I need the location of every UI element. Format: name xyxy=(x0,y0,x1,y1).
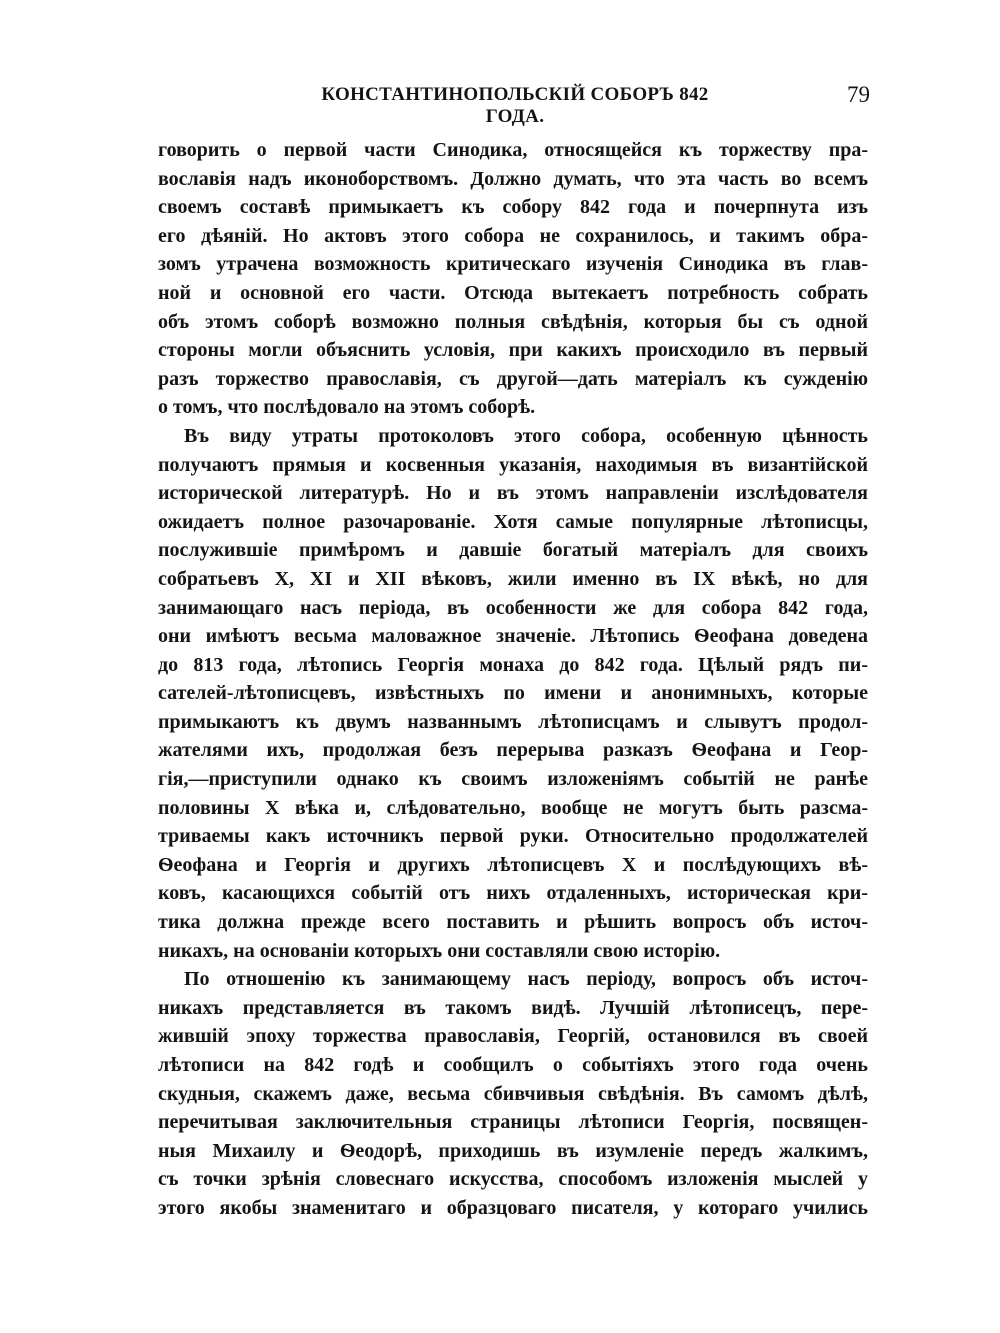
text-line: зомъ утрачена возможность критическаго изученія Синодика въ глав- xyxy=(158,253,868,276)
text-line: никахъ, на основаніи которыхъ они составляли свою исторію. xyxy=(158,939,721,962)
text-line: исторической литературѣ. Но и въ этомъ направленіи изслѣдователя xyxy=(158,482,868,505)
paragraph xyxy=(158,136,868,422)
text-line: объ этомъ соборѣ возможно полныя свѣдѣнія, которыя бы съ одной xyxy=(158,310,868,333)
text-line: ной и основной его части. Отсюда вытекаетъ потребность собрать xyxy=(158,281,868,304)
text-line: Ѳеофана и Георгія и другихъ лѣтописцевъ X и послѣдующихъ вѣ- xyxy=(158,853,868,876)
text-line: своемъ составѣ примыкаетъ къ собору 842 года и почерпнута изъ xyxy=(158,196,868,219)
text-line: жателями ихъ, продолжая безъ перерыва разказъ Ѳеофана и Геор- xyxy=(158,739,868,762)
paragraph xyxy=(158,422,868,965)
text-line: никахъ представляется въ такомъ видѣ. Лучшій лѣтописецъ, пере- xyxy=(158,996,868,1019)
page-number: 79 xyxy=(847,82,870,107)
text-line: гія,—приступили однако къ своимъ изложеніямъ событій не ранѣе xyxy=(158,768,868,791)
text-line: послужившіе примѣромъ и давшіе богатый матеріалъ для своихъ xyxy=(158,539,868,562)
text-line: его дѣяній. Но актовъ этого собора не сохранилось, и такимъ обра- xyxy=(158,224,868,247)
text-line: перечитывая заключительныя страницы лѣтописи Георгія, посвящен- xyxy=(158,1111,868,1134)
text-line: тика должна прежде всего поставить и рѣшить вопросъ объ источ- xyxy=(158,911,868,934)
text-line: примыкаютъ къ двумъ названнымъ лѣтописцамъ и слывутъ продол- xyxy=(158,710,868,733)
text-line: половины X вѣка и, слѣдовательно, вообще не могутъ быть разсма- xyxy=(158,796,868,819)
text-line: стороны могли объяснить условія, при какихъ происходило въ первый xyxy=(158,339,868,362)
text-line: собратьевъ X, XI и XII вѣковъ, жили именно въ IX вѣкѣ, но для xyxy=(158,567,868,590)
text-line: до 813 года, лѣтопись Георгія монаха до 842 года. Цѣлый рядъ пи- xyxy=(158,653,868,676)
text-line: ожидаетъ полное разочарованіе. Хотя самые популярные лѣтописцы, xyxy=(158,510,868,533)
text-line: получаютъ прямыя и косвенныя указанія, находимыя въ византійской xyxy=(158,453,868,476)
text-line: разъ торжество православія, съ другой—дать матеріалъ къ сужденію xyxy=(158,367,868,390)
text-line: ныя Михаилу и Ѳеодорѣ, приходишь въ изумленіе передъ жалкимъ, xyxy=(158,1139,868,1162)
text-line: жившій эпоху торжества православія, Георгій, остановился въ своей xyxy=(158,1025,868,1048)
text-line: триваемы какъ источникъ первой руки. Относительно продолжателей xyxy=(158,825,868,848)
text-line: Въ виду утраты протоколовъ этого собора, особенную цѣнность xyxy=(184,424,868,447)
text-line: этого якобы знаменитаго и образцоваго писателя, у котораго учились xyxy=(158,1196,868,1219)
text-line: сателей-лѣтописцевъ, извѣстныхъ по имени и анонимныхъ, которые xyxy=(158,682,868,705)
text-line: По отношенію къ занимающему насъ періоду, вопросъ объ источ- xyxy=(184,968,868,991)
paragraph xyxy=(158,965,868,1222)
text-line: съ точки зрѣнія словеснаго искусства, способомъ изложенія мыслей у xyxy=(158,1168,868,1191)
text-line: о томъ, что послѣдовало на этомъ соборѣ. xyxy=(158,396,536,419)
text-line: ковъ, касающихся событій отъ нихъ отдаленныхъ, историческая кри- xyxy=(158,882,868,905)
text-line: говорить о первой части Синодика, относящейся къ торжеству пра- xyxy=(158,139,868,161)
body-text xyxy=(158,136,868,1223)
text-line: скудныя, скажемъ даже, весьма сбивчивыя свѣдѣнія. Въ самомъ дѣлѣ, xyxy=(158,1082,868,1105)
running-title: КОНСТАНТИНОПОЛЬСКІЙ СОБОРЪ 842 ГОДА. xyxy=(321,84,709,127)
text-line: вославія надъ иконоборствомъ. Должно думать, что эта часть во всемъ xyxy=(158,167,868,190)
text-line: лѣтописи на 842 годѣ и сообщилъ о событіяхъ этого года очень xyxy=(158,1054,868,1076)
text-line: они имѣютъ весьма маловажное значеніе. Лѣтопись Ѳеофана доведена xyxy=(158,625,868,648)
text-line: занимающаго насъ періода, въ особенности же для собора 842 года, xyxy=(158,596,868,619)
